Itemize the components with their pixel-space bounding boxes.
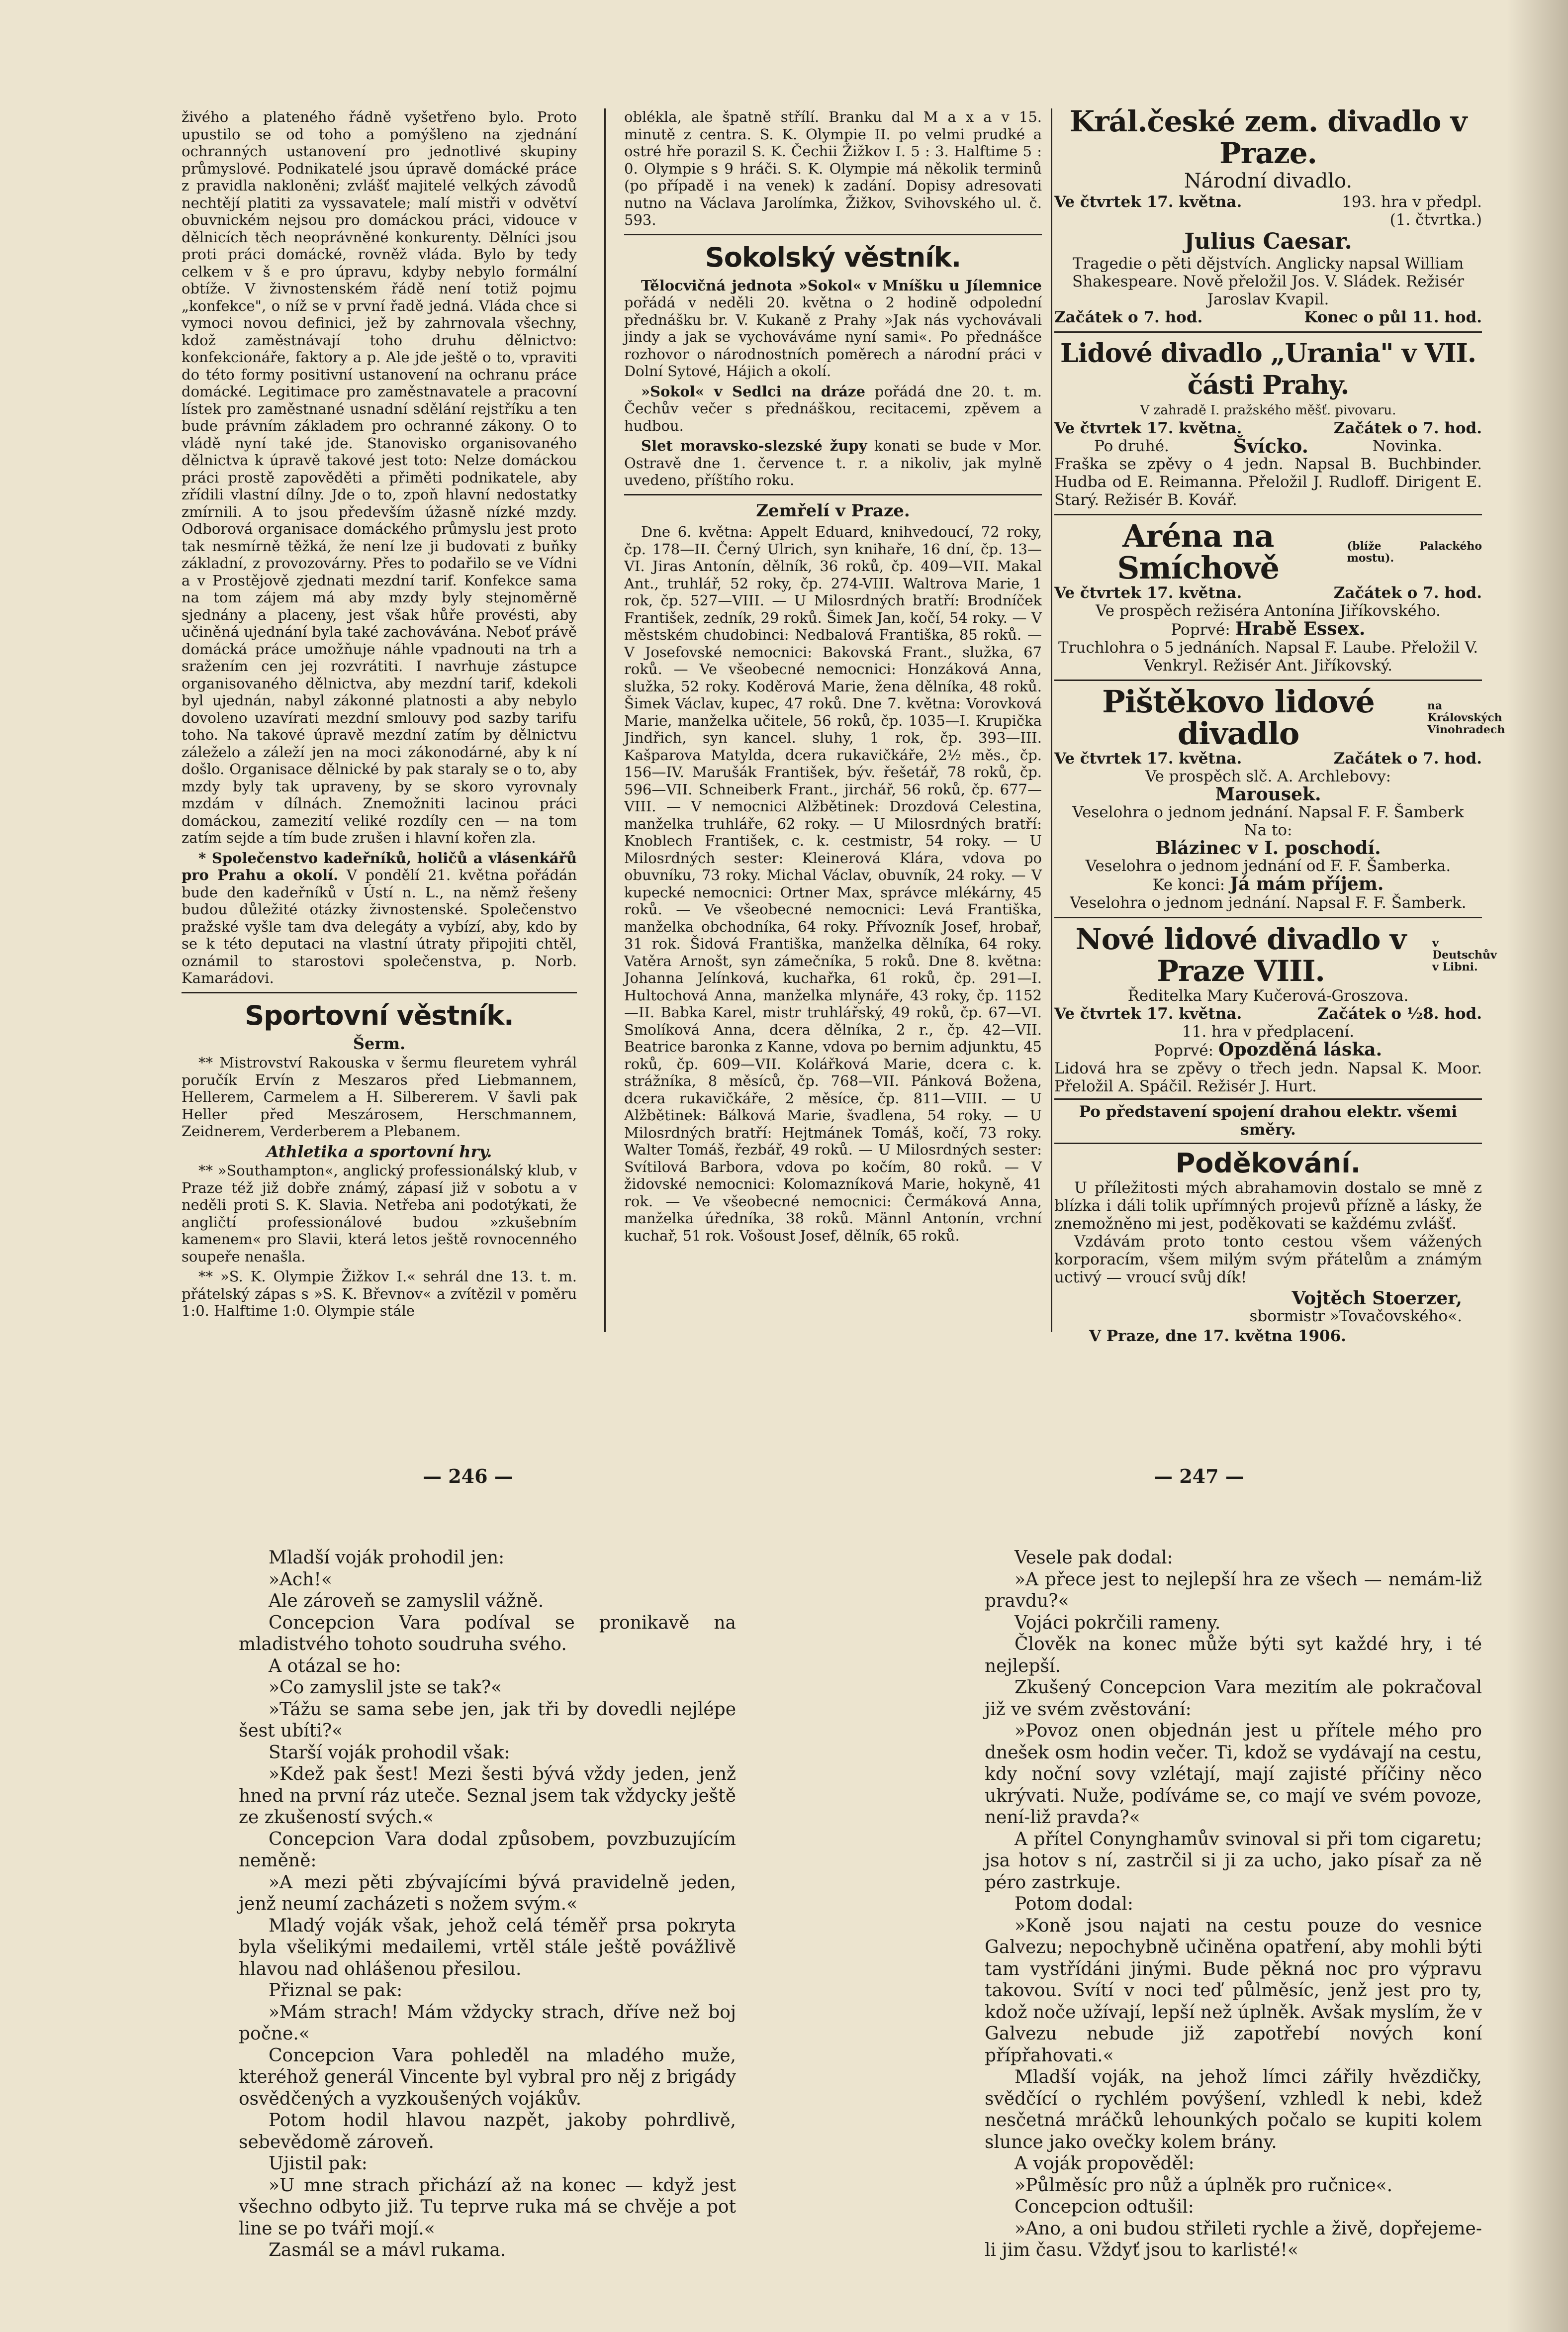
- story-paragraph: Concepcion odtušil:: [1015, 2197, 1194, 2217]
- theatre-4-play1: Marousek.: [1215, 784, 1321, 805]
- theatre-4-end: Ke konci:: [1152, 876, 1225, 894]
- binding-shadow: [1507, 0, 1568, 2332]
- theatre-4-play2: Blázinec v I. poschodí.: [1155, 838, 1381, 859]
- barbers-text: V pondělí 21. května pořádán bude den kadeřníků v Ústí n. L., na němž řešeny budou důležité otázky živnostenské. Společenstvo pražské vyšle tam dva delegáty a vybízí, aby, kdo by se k této deputaci na vlastní útraty připojiti chtěl, oznámil to starostovi společenstva, p. Norb. Kamarádovi.: [182, 867, 577, 986]
- theatre-1-start: Začátek o 7. hod.: [1054, 308, 1203, 326]
- story-paragraph: »Kdež pak šest! Mezi šesti bývá vždy jeden, jenž hned na první ráz uteče. Seznal jsem tak vždycky ještě ze zkušeností svých.«: [239, 1764, 736, 1828]
- deaths-list: Dne 6. května: Appelt Eduard, knihvedoucí, 72 roky, čp. 178—II. Černý Ulrich, syn knihaře, 16 dní, čp. 13—VI. Jiras Antonín, dělník, 36 roků, čp. 409—VII. Makal Ant., truhlář, 52 roky, čp. 274-VIII. Waltrova Marie, 1 rok, čp. 527—VIII. — U Milosrdných bratří: Brodníček František, zedník, 29 roků. Šimek Jan, kočí, 54 roky. — V městském chudobinci: Nedbalová Františka, 85 roků. — V Josefovské nemocnici: Bakovská Frant., služka, 67 roků. — Ve všeobecné nemocnici: Honzáková Anna, služka, 52 roky. Koděrová Marie, žena dělníka, 48 roků. Šimek Václav, kupec, 47 roků. Dne 7. května: Vorovková Marie, manželka učitele, 56 roků, čp. 1035—I. Krupička Jindřich, syn kancel. sluhy, 1 rok, čp. 393—III. Kašparova Matylda, dcera rukavičkáře, 2½ měs., čp. 156—IV. Marušák František, býv. řešetář, 78 roků, čp. 596—VII. Schneiberk Frant., jirchář, 56 roků, čp. 677—VIII. — V nemocnici Alžbětinek: Drozdová Celestina, manželka truhláře, 62 roky. — U Milosrdných bratří: Knoblech František, c. k. cestmistr, 54 roky. — U Milosrdných sester: Kleinerová Klára, vdova po obuvníku, 73 roky. Michal Václav, obuvník, 24 roky. — V kupecké nemocnici: Ortner Max, správce mlékárny, 45 roků. — Ve všeobecné nemocnici: Levá Františka, manželka obchodníka, 64 roky. Přívozník Josef, hrobař, 31 rok. Šidová Františka, manželka dělníka, 64 roky. Vatěra Arnošt, syn zámečníka, 5 roků. Dne 8. května: Johanna Jelínková, kuchařka, 61 roků, čp. 291—I. Hultochová Anna, manželka mlynáře, 43 roky, čp. 1152—II. Babka Karel, mistr truhlářský, 49 roků, čp. 67—VI. Smolíková Anna, dcera dělníka, 2 r., čp. 42—VII. Beatrice baronka z Kanne, vdova po bernim adjunktu, 45 roků, čp. 609—VII. Kolářková Marie, dcera c. k. strážníka, 8 měsíců, čp. 768—VII. Pánková Božena, dcera rukavičkáře, 2 měsíce, čp. 811—VIII. — U Alžbětinek: Bálková Marie, švadlena, 54 roky. — U Milosrdných bratří: Hejtmánek Tomáš, kočí, 73 roky. Walter Tomáš, řezbář, 49 roků. — U Milosrdných sester: Svítilová Barbora, vdova po kočím, 80 roků. — V židovské nemocnici: Kolomazníková Marie, hokyně, 41 rok. — Ve všeobecné nemocnici: Čermáková Anna, manželka úředníka, 38 roků. Männl Antonín, vrchní kuchař, 51 rok. Vošoust Josef, dělník, 65 roků.: [624, 523, 1042, 1244]
- story-paragraph: A otázal se ho:: [269, 1655, 401, 1676]
- theatre-5-desc: Lidová hra se zpěvy o třech jedn. Napsal K. Moor. Přeložil A. Spáčil. Režisér J. Hurt.: [1054, 1060, 1482, 1095]
- story-paragraph: »Povoz onen objednán jest u přítele mého pro dnešek osm hodin večer. Ti, kdož se vydávají na cestu, kdy noční sovy vzlétají, mají zajisté příčiny něco ukrývati. Nuže, podíváme se, co mají ve svém povoze, není-liž pravda?«: [985, 1721, 1482, 1828]
- sport-continued: oblékla, ale špatně střílí. Branku dal M a x a v 15. minutě z centra. S. K. Olympie II. po velmi prudké a ostré hře porazil S. K. Čechii Žižkov I. 5 : 3. Halftime 5 : 0. Olympie s 9 hráči. S. K. Olympie má několik terminů (po případě i na venek) k zadání. Dopisy adresovati nutno na Václava Jarolímka, Žižkov, Svihovského ul. č. 593.: [624, 108, 1042, 228]
- theatre-2-start: Začátek o 7. hod.: [1333, 419, 1482, 437]
- story-paragraph: Ale zároveň se zamyslil vážně.: [269, 1591, 544, 1611]
- story-paragraph: Zasmál se a mávl rukama.: [269, 2240, 506, 2260]
- signature-role: sbormistr »Tovačovského«.: [1249, 1307, 1462, 1325]
- barbers-notice: [182, 850, 577, 987]
- theatre-5-title: Nové lidové divadlo v Praze VIII.: [1075, 922, 1406, 988]
- theatre-2-desc: Fraška se zpěvy o 4 jedn. Napsal B. Buchbinder. Hudba od E. Reimanna. Přeložil J. Rudloff. Dirigent E. Starý. Režisér B. Kovář.: [1054, 455, 1482, 509]
- theatre-4-to: Na to:: [1244, 821, 1292, 839]
- story-paragraph: Potom hodil hlavou nazpět, jakoby pohrdlivě, sebevědomě zároveň.: [239, 2110, 736, 2152]
- barbers-heading: * Společenstvo kadeřníků, holičů a vlásenkářů pro Prahu a okolí.: [182, 849, 577, 883]
- theatre-5-first: Poprvé:: [1154, 1042, 1214, 1060]
- sokol-notice-3: [624, 437, 1042, 489]
- athletics-text-2: ** »S. K. Olympie Žižkov I.« sehrál dne 13. t. m. přátelský zápas s »S. K. Břevnov« a zvítězil v poměru 1:0. Halftime 1:0. Olympie stále: [182, 1268, 577, 1319]
- theatre-3-desc: Truchlohra o 5 jednáních. Napsal F. Laube. Přeložil V. Venkryl. Režisér Ant. Jiříkovský.: [1058, 639, 1478, 675]
- story-paragraph: »A mezi pěti zbývajícími bývá pravidelně jeden, jenž neumí zacházeti s nožem svým.«: [239, 1872, 736, 1914]
- theatre-3-date: Ve čtvrtek 17. května.: [1054, 584, 1242, 602]
- divider: [182, 992, 577, 993]
- theatre-5-perf: 11. hra v předplacení.: [1182, 1023, 1355, 1041]
- divider: [624, 234, 1042, 235]
- theatre-2-title: Lidové divadlo „Urania" v VII. části Prahy.: [1060, 338, 1476, 400]
- story-paragraph: »Co zamyslil jste se tak?«: [269, 1677, 502, 1698]
- theatre-1-desc: Tragedie o pěti dějstvích. Anglicky napsal William Shakespeare. Nově přeložil Jos. V. Sládek. Režisér Jaroslav Kvapil.: [1072, 255, 1465, 308]
- theatre-1-perf: 193. hra v předpl.: [1342, 193, 1482, 211]
- theatre-4-header: [1054, 683, 1505, 752]
- story-paragraph: Mladší voják, na jehož límci zářily hvězdičky, svědčící o rychlém povýšení, vzhledl k nebi, kdež nesčetná mráčků lehounkých počalo se kupiti kolem slunce jako ovečky kolem brány.: [985, 2067, 1482, 2152]
- page-number-right: — 247 —: [1154, 1465, 1244, 1487]
- story-paragraph: Concepcion Vara dodal způsobem, povzbuzujícím neměně:: [239, 1829, 736, 1871]
- theatre-4-end-row: [1054, 875, 1482, 894]
- story-paragraph: »Ach!«: [269, 1569, 332, 1590]
- theatre-1-title: Král.české zem. divadlo v Praze.: [1069, 104, 1467, 170]
- column-3-theatre: [1054, 104, 1505, 1345]
- sokol-heading-1: Tělocvičná jednota »Sokol« v Mníšku u Jílemnice: [641, 277, 1042, 294]
- thanks-text-2: Vzdávám proto tonto cestou všem vážených korporacím, všem milým svým přátelům a známým uctivý — vroucí svůj dík!: [1054, 1233, 1482, 1286]
- dateline: V Praze, dne 17. května 1906.: [1089, 1327, 1346, 1345]
- theatre-1-end: Konec o půl 11. hod.: [1304, 308, 1482, 326]
- divider: [1054, 514, 1482, 515]
- story-paragraph: Ujistil pak:: [269, 2153, 368, 2174]
- theatre-4-desc3: Veselohra o jednom jednání. Napsal F. F. Šamberk.: [1070, 894, 1467, 912]
- theatre-2-date: Ve čtvrtek 17. května.: [1054, 419, 1242, 437]
- theatre-4-title: Pištěkovo lidové divadlo: [1102, 683, 1375, 752]
- column-2: [624, 108, 1042, 1247]
- story-paragraph: »Tážu se sama sebe jen, jak tři by dovedli nejlépe šest ubíti?«: [239, 1699, 736, 1741]
- theatre-5-note: v Deutschův v Libni.: [1432, 937, 1497, 973]
- theatre-4-date: Ve čtvrtek 17. května.: [1054, 750, 1242, 768]
- sokol-notice-2: [624, 383, 1042, 435]
- story-paragraph: Přiznal se pak:: [269, 1980, 403, 2001]
- story-paragraph: Vojáci pokrčili rameny.: [1015, 1612, 1221, 1633]
- page-number-left: — 246 —: [423, 1465, 513, 1487]
- theatre-4-benefit: Ve prospěch slč. A. Archlebovy:: [1145, 768, 1391, 785]
- theatre-5-director: Ředitelka Mary Kučerová-Groszova.: [1127, 987, 1409, 1005]
- athletics-text-1: ** »Southampton«, anglický professionálský klub, v Praze též již dobře známý, zápasí již v sobotu a v neděli proti S. K. Slavia. Netřeba ani podotýkati, že angličtí professionálové budou »zkušebním kamenem« pro Slavii, která letos ještě rovnocenného soupeře nenašla.: [182, 1162, 577, 1265]
- theatre-3-title: Aréna na Smíchově: [1117, 518, 1280, 586]
- labor-article: živého a plateného řádně vyšetřeno bylo. Proto upustilo se od toho a pomýšleno na zjednání ochranných ustanovení pro jednotlivé skupiny průmyslové. Podnikatelé jsou úpravě domácké práce z pravidla nakloněni; zvlášť majitelé velkých závodů nechtějí platiti za vyssavatele; malí mistři v odvětví obuvnickém nejsou pro domáckou práci, vidouce v dělnicích těch neoprávněné konkurenty. Dělníci jsou proti práci domácké, rovněž vláda. Bylo by tedy celkem v š e pro úpravu, kdyby nebylo formální obtíže. V živnostenském řádě není totiž pojmu „konfekce", o níž se v první řadě jedná. Vláda chce si vymoci novou definici, jež by zahrnovala všechny, kdož zaměstnávají toho druhu dělnictvo: konfekcionáře, faktory a p. Ale jde ještě o to, vpraviti do této formy positivní ustanovení na ochranu práce domácké. Legitimace pro zaměstnavatele a pracovní lístek pro zaměstnané usnadní sdělání rejstříku a ten bude právním základem pro ochranné zákony. O to vládě nyní také jde. Stanovisko organisovaného dělnictva k úpravě takové jest toto: Nelze domáckou práci prostě zapověděti a přiměti podnikatele, aby zřídili vlastní dílny. Jde o to, zpoň hlavní nedostatky zmírnili. A to jsou především úžasně nízké mzdy. Odborová organisace domáckého průmyslu jest proto tak nesmírně těžká, že není lze ji budovati z buňky základní, z provozovárny. Přes to podařilo se ve Vídni a v Prostějově zjednati mezdní tarif. Konfekce sama na tom zájem má aby mzdy byly stejnoměrně sjednány a placeny, jest však hůře provésti, aby učiněná ujednání byla také zachovávána. Neboť právě domácká práce umožňuje náhle vpadnouti na trh a sražením cen jej rozvrátiti. I navrhuje zástupce organisovaného dělnictva, aby mezdní tarif, kdekoli byl ujednán, nabyl zákonné platnosti a aby nebylo dovoleno uzavírati mezdní smlouvy pod sazby tarifu toho. Na takové úpravě mezdní zatím by dělnictvu záleželo a záleží jen na moci zákonodárné, aby k ní došlo. Organisace dělnické by pak staraly se o to, aby mzdy byly tak upraveny, by se skoro vyrovnaly mzdám v dílnách. Znemožniti lacinou práci domáckou, zamezití veliké rozdíly cen — na tom zatím sejde a tím bude zrušen i hlavní kořen zla.: [182, 108, 577, 846]
- sokol-notice-1: [624, 277, 1042, 380]
- divider: [1054, 680, 1482, 681]
- story-paragraph: »Koně jsou najati na cestu pouze do vesnice Galvezu; nepochybně učiněna opatření, aby mohli býti tam vystřídáni jinými. Bude pěkná noc pro výpravu takovou. Svítí v noci teď půlměsíc, jenž jest pro ty, kdož noče užívají, lepší než úplněk. Avšak myslím, že v Galvezu nebude již zapotřebí nových koní přípřahovati.«: [985, 1915, 1482, 2066]
- divider: [1054, 917, 1482, 918]
- theatre-3-start: Začátek o 7. hod.: [1333, 584, 1482, 602]
- story-paragraph: Člověk na konec může býti syt každé hry, i té nejlepší.: [985, 1634, 1482, 1676]
- theatre-5-play: Opozděná láska.: [1218, 1039, 1383, 1060]
- divider: [1054, 1098, 1482, 1100]
- theatre-5-start: Začátek o ½8. hod.: [1317, 1005, 1482, 1023]
- story-paragraph: Vesele pak dodal:: [1015, 1548, 1173, 1568]
- story-paragraph: »U mne strach přichází až na konec — když jest všechno odbyto již. Tu teprve ruka má se chvěje a pot line se po tváři mojí.«: [239, 2175, 736, 2239]
- theatre-5-play-row: [1054, 1041, 1482, 1060]
- theatre-1-date-row: [1054, 193, 1482, 211]
- theatre-4-date-row: [1054, 750, 1482, 768]
- story-paragraph: Starší voják prohodil však:: [269, 1742, 510, 1763]
- story-paragraph: »A přece jest to nejlepší hra ze všech — nemám-liž pravdu?«: [985, 1569, 1482, 1611]
- sokol-text-2: pořádá dne 20. t. m. Čechův večer s přednáškou, recitacemi, zpěvem a hudbou.: [624, 383, 1042, 434]
- theatre-1-date: Ve čtvrtek 17. května.: [1054, 193, 1242, 211]
- theatre-4-start: Začátek o 7. hod.: [1333, 750, 1482, 768]
- theatre-1-times: [1054, 308, 1482, 326]
- sokol-heading-2: »Sokol« v Sedlci na dráze: [641, 383, 865, 400]
- theatre-2-play-row: [1054, 437, 1482, 455]
- theatre-3-play-row: [1054, 620, 1482, 639]
- theatre-5-header: [1054, 922, 1497, 988]
- story-paragraph: A přítel Conynghamův svinoval si při tom cigaretu; jsa hotov s ní, zastrčil si ji za ucho, jako písař za ně péro zastrkuje.: [985, 1829, 1482, 1893]
- theatre-3-header: [1054, 520, 1482, 584]
- column-1: [182, 108, 577, 1323]
- thanks-title: Poděkování.: [1175, 1148, 1361, 1179]
- story-paragraph: Potom dodal:: [1015, 1894, 1134, 1914]
- divider: [1054, 331, 1482, 333]
- sokol-section-title: Sokolský věstník.: [705, 241, 961, 273]
- theatre-3-benefit: Ve prospěch režiséra Antonína Jiříkovského.: [1096, 602, 1441, 620]
- athletics-title: Athletika a sportovní hry.: [266, 1142, 492, 1161]
- fencing-text: ** Mistrovství Rakouska v šermu fleuretem vyhrál poručík Ervín z Meszaros před Liebmannem, Hellerem, Carmelem a H. Silbererem. V šavli pak Heller před Meszárosem, Herschmannem, Zeidnerem, Verderberem a Plebanem.: [182, 1054, 577, 1140]
- theatre-4-play3: Já mám příjem.: [1230, 874, 1384, 894]
- theatre-5-date: Ve čtvrtek 17. května.: [1054, 1005, 1242, 1023]
- theatre-3-note: (blíže Palackého mostu).: [1347, 540, 1482, 565]
- sokol-text-1: pořádá v neděli 20. května o 2 hodině odpolední přednášku br. V. Kukaně z Prahy »Jak nás vychovávali jindy a jak se vychováváme nyní sami«. Po přednášce rozhovor o národnostních poměrech a národní práci v Dolní Sytové, Hájich a okolí.: [624, 294, 1042, 380]
- theatre-3-date-row: [1054, 584, 1482, 602]
- story-paragraph: Concepcion Vara pohleděl na mladého muže, kteréhož generál Vincente byl vybral pro něj z brigády osvědčených a vyzkoušených vojákův.: [239, 2045, 736, 2109]
- story-paragraph: Concepcion Vara podíval se pronikavě na mladistvého tohoto soudruha svého.: [239, 1612, 736, 1654]
- theatre-2-first: Po druhé.: [1094, 437, 1169, 455]
- column-rule: [604, 108, 606, 1332]
- theatre-1-perf2: (1. čtvrtka.): [1389, 211, 1482, 229]
- thanks-text: U příležitosti mých abrahamovin dostalo se mně z blízka i dáli tolik upřímných projevů přízně a lásky, že znemožněno mi jest, poděkovati se každému zvlášť.: [1054, 1179, 1482, 1233]
- story-paragraph: Mladší voják prohodil jen:: [269, 1548, 505, 1568]
- theatre-1-subtitle: Národní divadlo.: [1184, 170, 1353, 193]
- story-paragraph: Mladý voják však, jehož celá téměř prsa pokryta byla všelikými medailemi, vrtěl stále ještě povážlivě hlavou nad ohlášenou přesilou.: [239, 1915, 736, 1979]
- theatre-2-subtitle: V zahradě I. pražského měšť. pivovaru.: [1140, 403, 1396, 418]
- divider: [624, 494, 1042, 495]
- sokol-text-3: konati se bude v Mor. Ostravě dne 1. července t. r. a nikoliv, jak mylně uvedeno, příštího roku.: [624, 437, 1042, 488]
- theatre-2-new: Novinka.: [1372, 437, 1442, 455]
- deaths-title: Zemřelí v Praze.: [756, 500, 910, 521]
- theatre-4-note: na Královských Vinohradech: [1427, 699, 1505, 736]
- story-paragraph: »Půlměsíc pro nůž a úplněk pro ručnice«.: [1015, 2175, 1393, 2196]
- fencing-title: Šerm.: [353, 1034, 406, 1053]
- story-paragraph: »Mám strach! Mám vždycky strach, dříve než boj počne.«: [239, 2002, 736, 2044]
- theatre-1-play: Julius Caesar.: [1184, 229, 1352, 254]
- column-rule: [1051, 108, 1052, 1332]
- theatre-3-play: Hrabě Essex.: [1235, 618, 1366, 639]
- theatre-4-desc1: Veselohra o jednom jednání. Napsal F. F. Šamberk: [1072, 803, 1464, 821]
- story-paragraph: »Ano, a oni budou střileti rychle a živě, dopřejeme-li jim času. Vždyť jsou to karlisté!«: [985, 2218, 1482, 2260]
- signature: Vojtěch Stoerzer,: [1291, 1288, 1462, 1309]
- theatre-2-play: Švícko.: [1233, 435, 1308, 457]
- theatre-5-date-row: [1054, 1005, 1482, 1023]
- story-left-page: [239, 1547, 736, 2261]
- sport-section-title: Sportovní věstník.: [245, 999, 514, 1031]
- story-paragraph: A voják propověděl:: [1015, 2153, 1195, 2174]
- theatre-5-footer: Po představení spojení drahou elektr. všemi směry.: [1079, 1103, 1458, 1139]
- theatre-4-desc2: Veselohra o jednom jednání od F. F. Šamberka.: [1085, 857, 1451, 875]
- divider: [1054, 1143, 1482, 1144]
- story-paragraph: Zkušený Concepcion Vara mezitím ale pokračoval již ve svém zvěstování:: [985, 1677, 1482, 1720]
- theatre-3-first: Poprvé:: [1171, 621, 1230, 639]
- story-right-page: [985, 1547, 1482, 2261]
- sokol-heading-3: Slet moravsko-slezské župy: [641, 437, 867, 454]
